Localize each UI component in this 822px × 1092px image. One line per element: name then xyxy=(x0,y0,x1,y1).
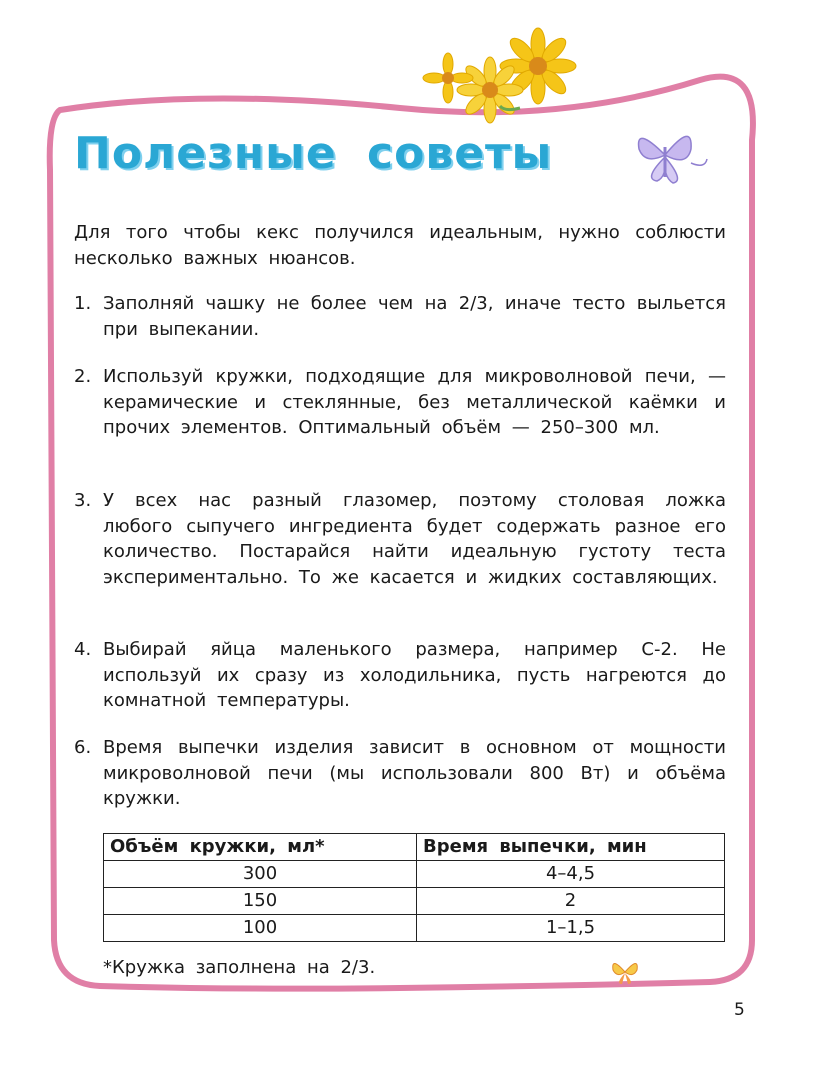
tip-item xyxy=(74,488,726,590)
tip-item xyxy=(74,735,726,812)
tip-text: Заполняй чашку не более чем на 2/3, иначе тесто выльется при выпекании. xyxy=(103,293,726,340)
tip-item xyxy=(74,364,726,441)
table-row xyxy=(104,915,725,942)
table-cell: 100 xyxy=(104,915,417,942)
table-cell: 2 xyxy=(417,888,725,915)
table-row xyxy=(104,861,725,888)
tip-number: 6. xyxy=(74,737,92,758)
table-cell: 300 xyxy=(104,861,417,888)
page-title: Полезные советы xyxy=(74,128,553,179)
tip-item xyxy=(74,637,726,714)
table-cell: 1–1,5 xyxy=(417,915,725,942)
tip-number: 2. xyxy=(74,366,92,387)
flower-icon xyxy=(457,57,523,123)
intro-paragraph: Для того чтобы кекс получился идеальным, нужно соблюсти несколько важных нюансов. xyxy=(74,222,726,269)
tip-text: Выбирай яйца маленького размера, например С-2. Не используй их сразу из холодильника, пусть нагреются до комнатной температуры. xyxy=(103,639,726,711)
tip-text: Используй кружки, подходящие для микроволновой печи, — керамические и стеклянные, без металлической каёмки и прочих элементов. Оптимальный объём — 250–300 мл. xyxy=(103,366,726,438)
tip-number: 4. xyxy=(74,639,92,660)
table-header-row xyxy=(104,834,725,861)
table-row xyxy=(104,888,725,915)
tip-item xyxy=(74,291,726,342)
page-number: 5 xyxy=(734,1000,745,1020)
tip-number: 1. xyxy=(74,293,92,314)
column-header: Объём кружки, мл* xyxy=(104,834,417,861)
tip-number: 3. xyxy=(74,490,92,511)
butterfly-icon xyxy=(639,136,707,183)
tip-text: У всех нас разный глазомер, поэтому столовая ложка любого сыпучего ингредиента будет содержать разное его количество. Постарайся найти идеальную густоту теста экспериментально. То же касается и жидких составляющих. xyxy=(103,490,726,588)
table-cell: 4–4,5 xyxy=(417,861,725,888)
column-header: Время выпечки, мин xyxy=(417,834,725,861)
footnote: *Кружка заполнена на 2/3. xyxy=(103,957,376,978)
tip-text: Время выпечки изделия зависит в основном от мощности микроволновой печи (мы использовали 800 Вт) и объёма кружки. xyxy=(103,737,726,809)
baking-time-table xyxy=(103,833,725,942)
table-cell: 150 xyxy=(104,888,417,915)
